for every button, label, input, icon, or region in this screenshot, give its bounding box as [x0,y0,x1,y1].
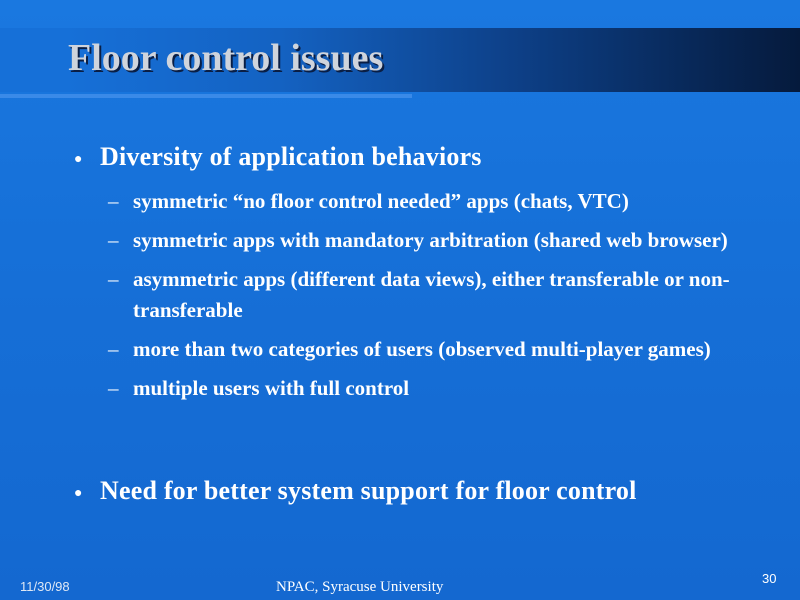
dash-icon: – [108,376,119,400]
bullet-dot-icon: ● [74,486,83,501]
slide-title: Floor control issues [68,37,384,79]
bullet-diversity: Diversity of application behaviors [100,142,482,171]
sub-bullet-text: symmetric apps with mandatory arbitration (shared web browser) [133,228,728,252]
dash-icon: – [108,267,119,291]
sub-bullet-list [108,186,778,412]
footer-organization: NPAC, Syracuse University [276,579,444,595]
sub-bullet-text: symmetric “no floor control needed” apps (chats, VTC) [133,189,629,213]
title-underline [0,94,412,98]
bullet-system-support: Need for better system support for floor control [100,476,637,505]
bullet-dot-icon: ● [74,152,83,167]
page-number: 30 [762,571,777,586]
sub-bullet-text: multiple users with full control [133,376,410,400]
sub-bullet-item [108,186,778,217]
sub-bullet-text: asymmetric apps (different data views), either transferable or non-transferable [133,267,730,322]
dash-icon: – [108,337,119,361]
sub-bullet-text: more than two categories of users (observed multi-player games) [133,337,711,361]
dash-icon: – [108,189,119,213]
sub-bullet-item [108,334,778,365]
dash-icon: – [108,228,119,252]
sub-bullet-item [108,264,778,326]
footer-date: 11/30/98 [20,579,70,594]
sub-bullet-item [108,225,778,256]
sub-bullet-item [108,373,778,404]
